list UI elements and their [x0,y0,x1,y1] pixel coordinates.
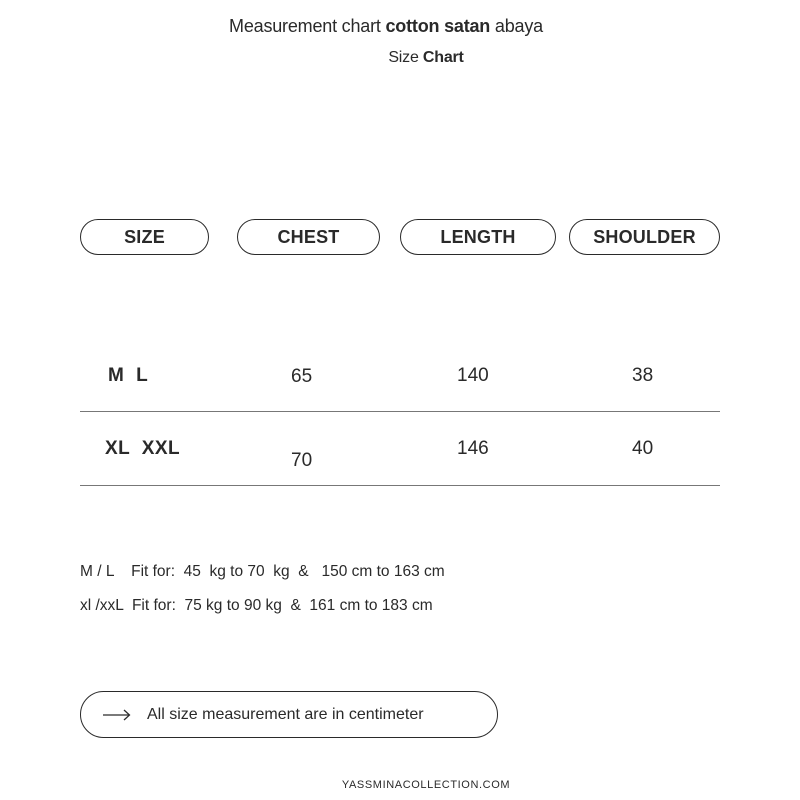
page-subtitle [0,49,800,67]
page-title [0,16,772,37]
row-2-size: XL XXL [105,438,181,459]
row-2-chest: 70 [291,450,313,471]
row-1-length: 140 [457,365,489,386]
row-2-shoulder: 40 [632,438,654,459]
title-suffix: abaya [490,16,543,36]
header-size: SIZE [80,219,209,255]
subtitle-bold: Chart [422,49,464,66]
row-2-length: 146 [457,438,489,459]
row-1-size: M L [108,365,149,386]
unit-note [80,691,498,738]
row-divider [80,411,720,412]
row-1-chest: 65 [291,366,313,387]
header-chest: CHEST [237,219,380,255]
header-length: LENGTH [400,219,556,255]
footer-url: YASSMINACOLLECTION.COM [341,779,511,791]
title-prefix: Measurement chart [229,16,386,36]
arrow-right-icon [103,709,131,721]
fit-note-ml: M / L Fit for: 45 kg to 70 kg & 150 cm to 163 cm [80,563,445,580]
unit-note-text: All size measurement are in centimeter [147,705,424,723]
header-shoulder: SHOULDER [569,219,720,255]
subtitle-prefix: Size [388,49,423,66]
fit-note-xl: xl /xxL Fit for: 75 kg to 90 kg & 161 cm to 183 cm [80,597,433,614]
table-bottom-rule [80,485,720,486]
row-1-shoulder: 38 [632,365,654,386]
title-product: cotton satan [385,16,491,36]
